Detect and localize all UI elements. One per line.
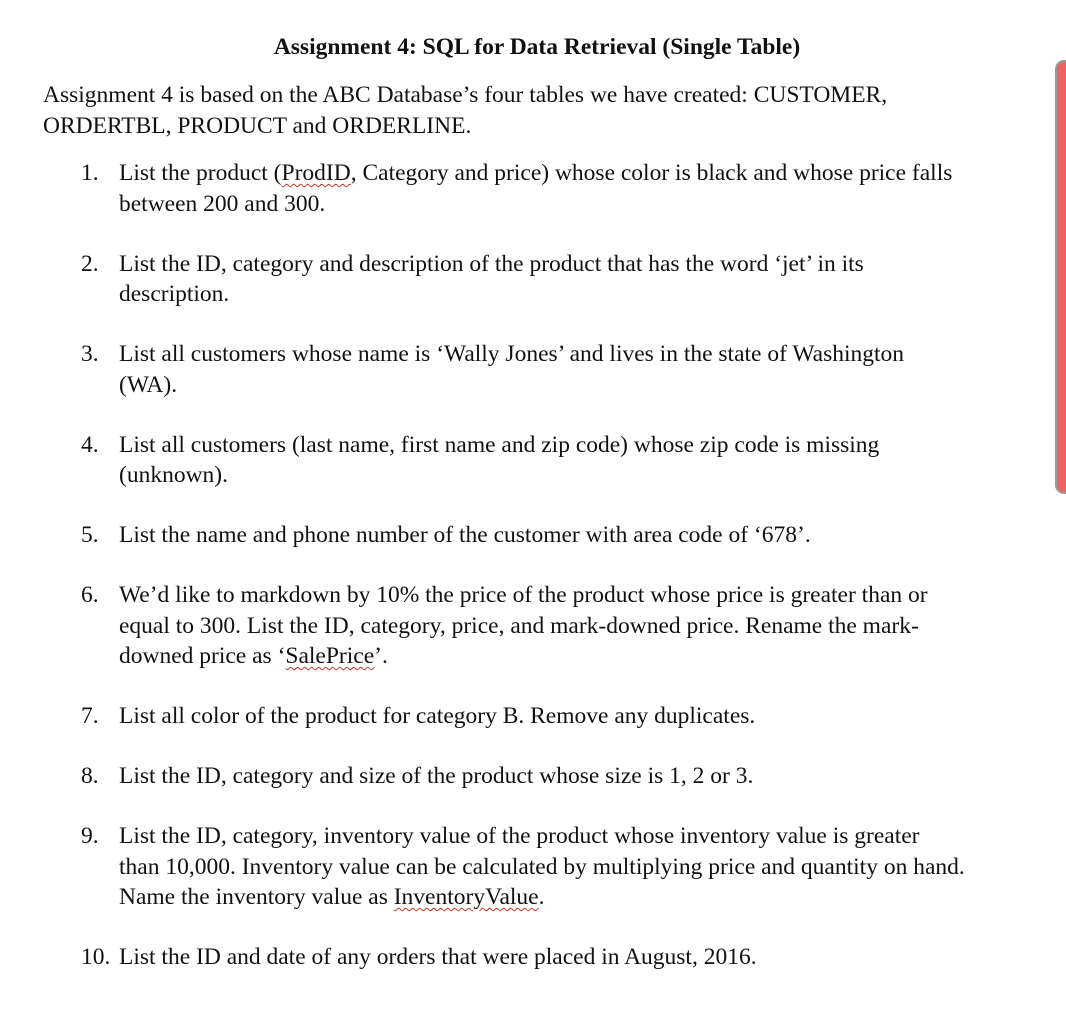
question-8 [0,761,1066,792]
question-number: 7. [81,703,99,729]
question-text [119,520,1034,551]
spellcheck-word: ProdID [281,160,351,186]
question-text [119,339,1034,400]
intro-line: ORDERTBL, PRODUCT and ORDERLINE. [43,113,472,139]
text-run: downed price as ‘ [119,643,286,669]
question-text [119,761,1034,792]
text-run: List all customers whose name is ‘Wally Jones’ and lives in the state of Washington [119,341,905,367]
question-4 [0,430,1066,491]
assignment-title: Assignment 4: SQL for Data Retrieval (Single Table) [273,34,801,60]
question-text [119,942,1034,973]
question-text [119,701,1034,732]
question-list [0,158,1066,1002]
question-text [119,158,1034,219]
question-1 [0,158,1066,219]
question-3 [0,339,1066,400]
text-run: than 10,000. Inventory value can be calculated by multiplying price and quantity on hand. [119,853,965,880]
question-text [119,430,1034,491]
question-number: 9. [81,823,99,849]
question-text [119,821,1034,913]
question-number: 6. [81,582,99,608]
question-2 [0,249,1066,310]
question-number: 1. [81,160,99,186]
question-5 [0,520,1066,551]
question-number: 10. [81,944,111,970]
text-run: (unknown). [119,462,228,488]
text-run: List the product ( [119,160,282,186]
text-run: description. [119,281,230,307]
text-run: List the ID, category, inventory value of the product whose inventory value is greater [119,823,920,849]
question-text [119,249,1034,310]
question-6 [0,580,1066,672]
text-run: List all color of the product for category B. Remove any duplicates. [119,703,756,729]
spellcheck-word: SalePrice [285,643,375,669]
text-run: . [538,884,545,910]
text-run: (WA). [119,371,178,398]
question-number: 8. [81,763,99,789]
intro-paragraph [43,80,1033,142]
question-number: 5. [81,522,99,548]
question-number: 3. [81,341,99,367]
intro-line: Assignment 4 is based on the ABC Database’s four tables we have created: CUSTOMER, [43,82,888,108]
question-10 [0,942,1066,973]
text-run: List all customers (last name, first name and zip code) whose zip code is missing [119,431,880,458]
text-run: , Category and price) whose color is black and whose price falls [350,160,953,186]
question-number: 4. [81,431,99,458]
question-text [119,580,1034,672]
question-7 [0,701,1066,732]
question-9 [0,821,1066,913]
text-run: equal to 300. List the ID, category, price, and mark-downed price. Rename the mark- [119,612,919,639]
text-run: List the ID, category and size of the product whose size is 1, 2 or 3. [119,763,754,789]
side-panel-tab[interactable] [1055,60,1066,494]
text-run: Name the inventory value as [119,884,394,910]
text-run: List the ID and date of any orders that were placed in August, 2016. [119,944,757,970]
text-run: List the name and phone number of the customer with area code of ‘678’. [119,522,811,548]
spellcheck-word: InventoryValue [393,884,539,910]
text-run: List the ID, category and description of the product that has the word ‘jet’ in its [119,250,864,277]
text-run: ’. [374,643,388,669]
question-number: 2. [81,250,99,277]
text-run: between 200 and 300. [119,190,326,217]
text-run: We’d like to markdown by 10% the price of the product whose price is greater than or [119,582,928,608]
